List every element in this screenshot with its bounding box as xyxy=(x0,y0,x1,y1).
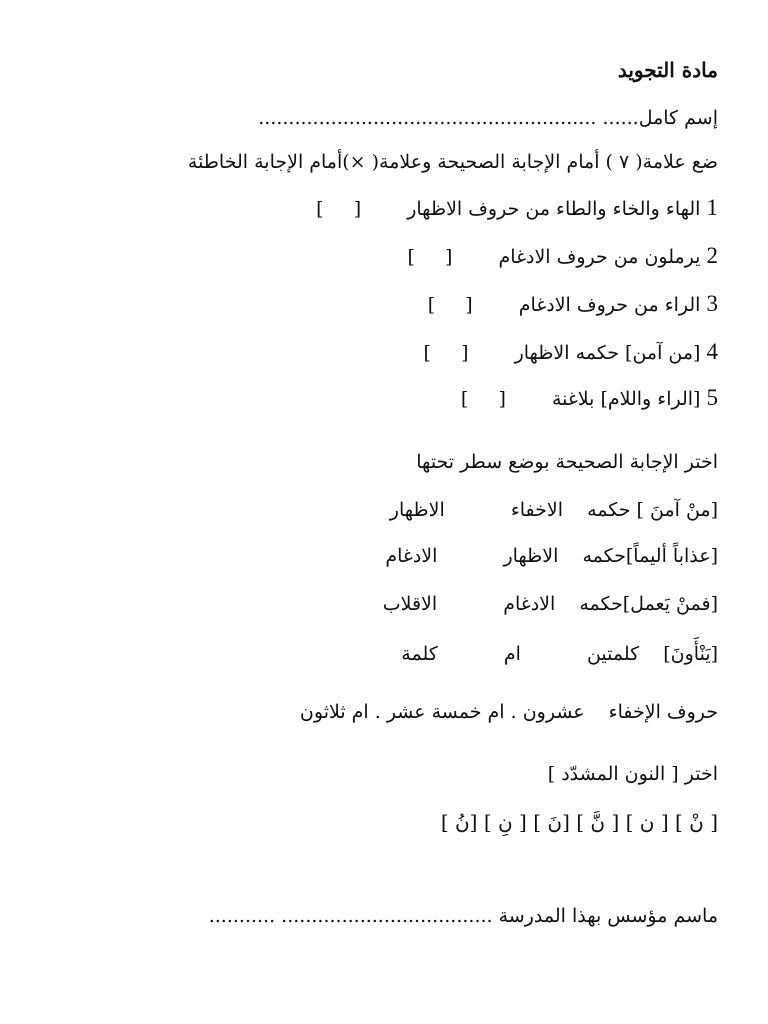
choice-label: حكمه xyxy=(587,499,631,521)
choice-label: حكمه xyxy=(582,545,626,567)
item-number: 3 xyxy=(706,291,718,316)
signature-dots: ........... ................................... xyxy=(208,905,493,927)
true-false-item xyxy=(428,290,718,319)
true-false-item xyxy=(461,384,718,413)
answer-box: [ ] xyxy=(427,294,473,316)
name-line xyxy=(258,104,718,132)
signature-label: ماسم مؤسس بهذا المدرسة xyxy=(498,905,718,927)
choice-option-a: الاخفاء xyxy=(510,499,564,521)
ikhfa-question xyxy=(300,698,718,726)
shadda-option: [نُ ] xyxy=(440,810,478,834)
item-text: يرملون من حروف الادغام xyxy=(498,246,701,268)
shadda-label: اختر xyxy=(684,763,718,785)
choice-label: حكمه xyxy=(579,593,623,615)
choice-word: [فمنْ يَعمل] xyxy=(622,593,718,615)
choice-option-b: الادغام xyxy=(385,545,438,567)
item-number: 5 xyxy=(706,385,718,410)
shadda-target: [ النون المشدّد ] xyxy=(547,763,679,785)
answer-box: [ ] xyxy=(407,246,453,268)
shadda-option: [نَ ] xyxy=(533,810,570,834)
true-false-item xyxy=(316,194,718,223)
choice-option-b: الاظهار xyxy=(389,499,445,521)
choice-word: [عذاباً أليماً] xyxy=(625,545,718,567)
item-number: 4 xyxy=(706,339,718,364)
ikhfa-part2: عشرون . xyxy=(510,701,585,723)
shadda-option: [ نِ ] xyxy=(483,810,527,834)
subject-title: مادة التجويد xyxy=(617,58,718,82)
ikhfa-part1: حروف الإخفاء xyxy=(608,701,718,723)
choice-option-b: الاقلاب xyxy=(382,593,438,615)
choice-word: [يَنْأَونَ] xyxy=(663,643,718,665)
ikhfa-part4: ام ثلاثون xyxy=(299,701,369,723)
true-false-item xyxy=(407,242,718,271)
choice-label: كلمتين xyxy=(586,643,640,665)
name-label: إسم كامل xyxy=(638,107,718,129)
shadda-option: [ نَّ ] xyxy=(576,810,620,834)
item-number: 2 xyxy=(706,243,718,268)
name-dots: ........................................................ ...... xyxy=(258,107,639,129)
choice-option-b: كلمة xyxy=(401,643,438,665)
mark-instruction: ضع علامة( ٧ ) أمام الإجابة الصحيحة وعلامة( ×)أمام الإجابة الخاطئة xyxy=(187,151,718,173)
choice-option-a: الاظهار xyxy=(503,545,559,567)
shadda-options xyxy=(441,808,718,836)
shadda-question xyxy=(548,760,718,788)
shadda-option: [ ن ] xyxy=(625,810,669,834)
item-text: الهاء والخاء والطاء من حروف الاظهار xyxy=(407,198,701,220)
true-false-item xyxy=(424,338,719,367)
answer-box: [ ] xyxy=(460,388,506,410)
choice-item xyxy=(385,542,718,570)
ikhfa-part3: ام خمسة عشر . xyxy=(374,701,505,723)
choice-option-a: الادغام xyxy=(503,593,556,615)
signature-line xyxy=(209,902,718,930)
answer-box: [ ] xyxy=(316,198,362,220)
choice-item xyxy=(401,640,718,668)
choose-instruction: اختر الإجابة الصحيحة بوضع سطر تحتها xyxy=(416,451,718,473)
choice-item xyxy=(383,590,718,618)
item-text: [الراء واللام] بلاغنة xyxy=(551,388,701,410)
item-text: الراء من حروف الادغام xyxy=(518,294,701,316)
item-text: [من آمن] حكمه الاظهار xyxy=(514,342,701,364)
item-number: 1 xyxy=(706,195,718,220)
choice-word: [منْ آمنَ ] xyxy=(636,499,718,521)
choice-item xyxy=(390,496,718,524)
choice-option-a: ام xyxy=(503,643,521,665)
shadda-option: [ نْ ] xyxy=(674,810,718,834)
answer-box: [ ] xyxy=(423,342,469,364)
